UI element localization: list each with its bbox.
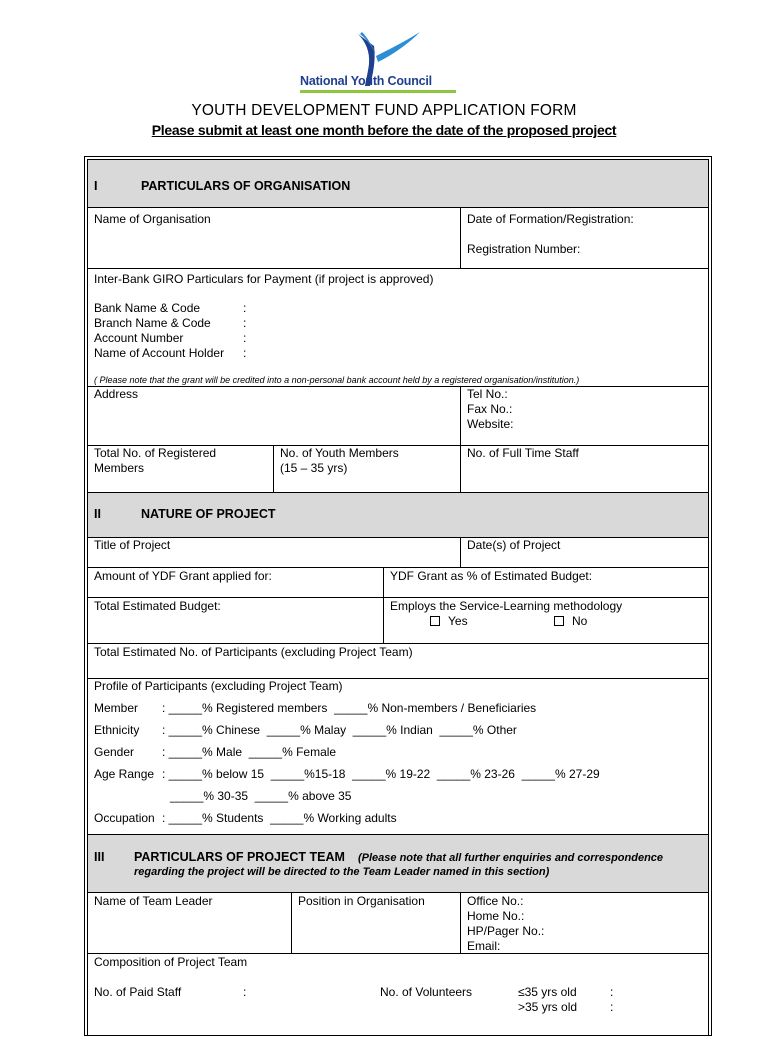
members-row [88,446,708,493]
section-1-heading: PARTICULARS OF ORGANISATION [141,179,351,193]
age-range-fields-2[interactable]: _____% 30-35 _____% above 35 [170,789,352,803]
team-composition-row: Composition of Project Team No. of Paid Staff : No. of Volunteers ≤35 yrs old : >35 yrs old : [94,955,614,1014]
logo-underline [300,90,456,93]
account-holder-field[interactable]: Name of Account Holder [94,346,225,360]
occupation-fields[interactable]: : _____% Students _____% Working adults [162,811,397,825]
section-3-header [88,835,708,893]
website-field[interactable]: Website: [467,417,514,431]
project-title-row [88,538,708,568]
youth-members-label: No. of Youth Members [280,446,399,460]
total-participants-field[interactable]: Total Estimated No. of Participants (excluding Project Team) [94,645,413,659]
profile-heading: Profile of Participants (excluding Project Team) [94,679,343,693]
section-1-header [88,160,708,208]
hp-pager-field[interactable]: HP/Pager No.: [467,924,545,938]
participant-profile-row [88,679,708,835]
section-2-header [88,493,708,538]
giro-particulars-row: Inter-Bank GIRO Particulars for Payment (if project is approved) Bank Name & Code : Branch Name & Code : Account Number : Name of Account Holder : ( Please note that the grant will be credited into a non-personal bank account held by a registered organisation/institution.) [88,269,708,387]
logo-text: National Youth Council [300,74,432,88]
gender-fields[interactable]: : _____% Male _____% Female [162,745,337,759]
application-form [84,156,712,1036]
form-subtitle: Please submit at least one month before the date of the proposed project [151,122,617,138]
section-2-heading: NATURE OF PROJECT [141,507,276,521]
gender-label: Gender [94,745,135,759]
occupation-label: Occupation [94,811,155,825]
account-number-field[interactable]: Account Number [94,331,184,345]
section-3-number: III [94,850,105,864]
youth-members-age-label: (15 – 35 yrs) [280,461,348,475]
section-3-note: (Please note that all further enquiries and correspondence [358,852,664,864]
branch-name-field[interactable]: Branch Name & Code [94,316,211,330]
bank-name-field[interactable]: Bank Name & Code [94,301,201,315]
grant-note: ( Please note that the grant will be credited into a non-personal bank account held by a registered organisation/institution.) [94,375,580,385]
total-budget-field[interactable]: Total Estimated Budget: [94,599,221,613]
title-of-project-field[interactable]: Title of Project [94,538,171,552]
member-label: Member [94,701,139,715]
no-checkbox[interactable] [554,616,564,626]
name-of-organisation-field[interactable]: Name of Organisation [94,212,211,226]
section-3-note-2: regarding the project will be directed to the Team Leader named in this section) [134,866,550,878]
grant-row [88,568,708,598]
giro-heading: Inter-Bank GIRO Particulars for Payment (if project is approved) [94,272,434,286]
ethnicity-fields[interactable]: : _____% Chinese _____% Malay _____% Indian _____% Other [162,723,517,737]
registered-members-label-2: Members [94,461,145,475]
grant-applied-field[interactable]: Amount of YDF Grant applied for: [94,569,272,583]
service-learning-label: Employs the Service-Learning methodology [390,599,623,613]
address-field[interactable]: Address [94,387,139,401]
volunteers-le35-field[interactable]: ≤35 yrs old [518,985,577,999]
composition-heading: Composition of Project Team [94,955,248,969]
ethnicity-label: Ethnicity [94,723,140,737]
volunteers-gt35-field[interactable]: >35 yrs old [518,1000,578,1014]
tel-field[interactable]: Tel No.: [467,387,508,401]
grant-percent-field[interactable]: YDF Grant as % of Estimated Budget: [390,569,593,583]
team-leader-row [88,893,708,954]
registration-number-field[interactable]: Registration Number: [467,242,581,256]
age-range-label: Age Range [94,767,155,781]
participants-row [88,644,708,679]
paid-staff-field[interactable]: No. of Paid Staff [94,985,182,999]
organisation-name-row [88,208,708,269]
registered-members-label: Total No. of Registered [94,446,217,460]
form-title: YOUTH DEVELOPMENT FUND APPLICATION FORM [191,102,577,119]
section-3-heading: PARTICULARS OF PROJECT TEAM [134,850,345,864]
fax-field[interactable]: Fax No.: [467,402,513,416]
budget-row [88,598,708,644]
service-learning-yes[interactable]: Yes [430,614,468,629]
section-2-number: II [94,507,101,521]
email-field[interactable]: Email: [467,939,501,953]
member-fields[interactable]: : _____% Registered members _____% Non-members / Beneficiaries [162,701,537,715]
yes-checkbox[interactable] [430,616,440,626]
form-table [87,159,709,1035]
section-1-number: I [94,179,98,193]
service-learning-no[interactable]: No [554,614,587,629]
volunteers-label: No. of Volunteers [380,985,473,999]
age-range-fields[interactable]: : _____% below 15 _____%15-18 _____% 19-22 _____% 23-26 _____% 27-29 [162,767,600,781]
position-field[interactable]: Position in Organisation [298,894,425,908]
office-no-field[interactable]: Office No.: [467,894,524,908]
team-leader-field[interactable]: Name of Team Leader [94,894,213,908]
date-of-formation-field[interactable]: Date of Formation/Registration: [467,212,634,226]
full-time-staff-label: No. of Full Time Staff [467,446,579,460]
national-youth-council-logo [296,28,466,96]
home-no-field[interactable]: Home No.: [467,909,525,923]
dates-of-project-field[interactable]: Date(s) of Project [467,538,561,552]
address-row [88,387,708,446]
